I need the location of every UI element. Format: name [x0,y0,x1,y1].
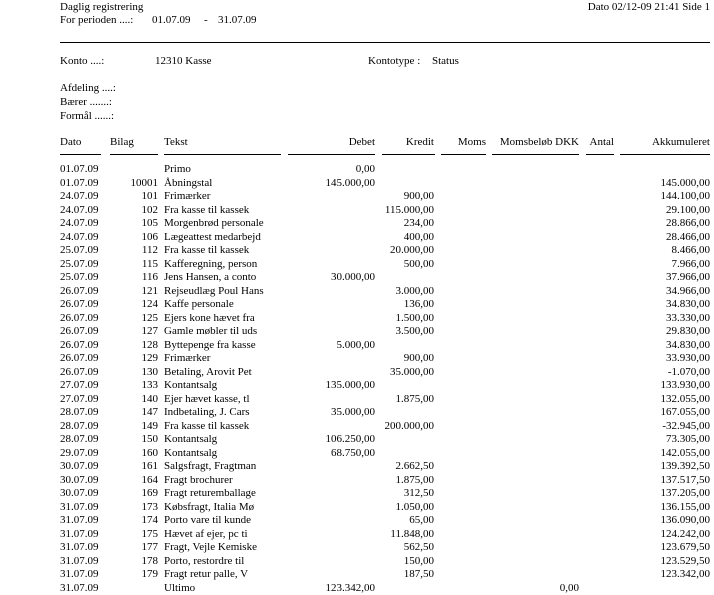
cell-kredit: 3.500,00 [360,325,434,337]
kontotype-label: Kontotype : [368,55,420,67]
cell-dato: 01.07.09 [60,177,99,189]
cell-bilag: 161 [100,460,158,472]
cell-bilag: 140 [100,393,158,405]
cell-dato: 31.07.09 [60,514,99,526]
table-row [0,271,714,285]
cell-dato: 26.07.09 [60,339,99,351]
cell-tekst: Ejer hævet kasse, tl [164,393,250,405]
table-row [0,352,714,366]
cell-dato: 24.07.09 [60,231,99,243]
underline-debet [288,154,375,155]
cell-debet: 30.000,00 [300,271,375,283]
underline-akkumuleret [620,154,710,155]
underline-moms [441,154,486,155]
cell-debet: 68.750,00 [300,447,375,459]
cell-bilag: 125 [100,312,158,324]
cell-bilag: 149 [100,420,158,432]
konto-label: Konto ....: [60,55,104,67]
underline-dato [60,154,101,155]
cell-akkumuleret: 28.866,00 [600,217,710,229]
cell-bilag: 101 [100,190,158,202]
cell-bilag: 129 [100,352,158,364]
cell-debet: 5.000,00 [300,339,375,351]
cell-tekst: Frimærker [164,352,210,364]
col-header-akkumuleret: Akkumuleret [618,136,710,148]
cell-akkumuleret: 33.330,00 [600,312,710,324]
cell-akkumuleret: 33.930,00 [600,352,710,364]
underline-momsbeloeb [492,154,579,155]
cell-dato: 26.07.09 [60,312,99,324]
cell-akkumuleret: 124.242,00 [600,528,710,540]
cell-tekst: Købsfragt, Italia Mø [164,501,254,513]
cell-tekst: Kontantsalg [164,447,217,459]
cell-kredit: 11.848,00 [360,528,434,540]
cell-bilag: 178 [100,555,158,567]
cell-dato: 24.07.09 [60,217,99,229]
table-row [0,298,714,312]
cell-tekst: Fra kasse til kassek [164,244,249,256]
cell-bilag: 112 [100,244,158,256]
cell-tekst: Byttepenge fra kasse [164,339,256,351]
table-row [0,258,714,272]
cell-debet: 145.000,00 [300,177,375,189]
table-row [0,460,714,474]
cell-bilag: 169 [100,487,158,499]
table-row [0,501,714,515]
cell-dato: 30.07.09 [60,460,99,472]
cell-dato: 31.07.09 [60,568,99,580]
cell-dato: 30.07.09 [60,474,99,486]
underline-antal [586,154,614,155]
table-row [0,555,714,569]
print-date-page: Dato 02/12-09 21:41 Side 1 [508,1,710,13]
cell-akkumuleret: 133.930,00 [600,379,710,391]
cell-bilag: 150 [100,433,158,445]
table-row [0,393,714,407]
cell-kredit: 900,00 [360,190,434,202]
cell-kredit: 312,50 [360,487,434,499]
col-header-kredit: Kredit [360,136,434,148]
table-row [0,244,714,258]
cell-tekst: Indbetaling, J. Cars [164,406,250,418]
col-header-debet: Debet [300,136,375,148]
formaal-label: Formål ......: [60,110,114,122]
table-row [0,177,714,191]
cell-akkumuleret: 123.679,50 [600,541,710,553]
table-row [0,285,714,299]
cell-tekst: Fragt, Vejle Kemiske [164,541,257,553]
cell-akkumuleret: 144.100,00 [600,190,710,202]
table-row [0,204,714,218]
cell-dato: 25.07.09 [60,271,99,283]
kontotype-value: Status [432,55,459,67]
header-divider [60,42,710,43]
cell-kredit: 1.500,00 [360,312,434,324]
cell-dato: 31.07.09 [60,501,99,513]
cell-debet: 135.000,00 [300,379,375,391]
cell-debet: 123.342,00 [300,582,375,594]
cell-tekst: Fra kasse til kassek [164,420,249,432]
col-header-dato: Dato [60,136,81,148]
cell-tekst: Porto vare til kunde [164,514,251,526]
cell-tekst: Fra kasse til kassek [164,204,249,216]
cell-kredit: 115.000,00 [360,204,434,216]
cell-tekst: Betaling, Arovit Pet [164,366,252,378]
cell-dato: 30.07.09 [60,487,99,499]
table-row [0,163,714,177]
cell-akkumuleret: 137.205,00 [600,487,710,499]
table-row [0,514,714,528]
cell-akkumuleret: -32.945,00 [600,420,710,432]
cell-dato: 28.07.09 [60,433,99,445]
table-row [0,217,714,231]
cell-akkumuleret: 37.966,00 [600,271,710,283]
table-row [0,420,714,434]
cell-dato: 27.07.09 [60,379,99,391]
cell-akkumuleret: 123.529,50 [600,555,710,567]
cell-debet: 35.000,00 [300,406,375,418]
cell-dato: 01.07.09 [60,163,99,175]
cell-bilag: 147 [100,406,158,418]
table-row [0,379,714,393]
cell-dato: 26.07.09 [60,285,99,297]
cell-bilag: 173 [100,501,158,513]
cell-dato: 27.07.09 [60,393,99,405]
cell-bilag: 175 [100,528,158,540]
cell-kredit: 500,00 [360,258,434,270]
cell-bilag: 105 [100,217,158,229]
cell-kredit: 35.000,00 [360,366,434,378]
cell-bilag: 177 [100,541,158,553]
cell-akkumuleret: 132.055,00 [600,393,710,405]
cell-akkumuleret: 73.305,00 [600,433,710,445]
cell-dato: 28.07.09 [60,406,99,418]
cell-akkumuleret: 136.090,00 [600,514,710,526]
cell-bilag: 124 [100,298,158,310]
cell-dato: 26.07.09 [60,366,99,378]
cell-dato: 25.07.09 [60,258,99,270]
cell-kredit: 400,00 [360,231,434,243]
table-row [0,190,714,204]
cell-tekst: Primo [164,163,191,175]
cell-dato: 31.07.09 [60,555,99,567]
cell-kredit: 136,00 [360,298,434,310]
cell-dato: 26.07.09 [60,325,99,337]
cell-akkumuleret: 123.342,00 [600,568,710,580]
cell-dato: 29.07.09 [60,447,99,459]
cell-tekst: Salgsfragt, Fragtman [164,460,256,472]
table-row [0,568,714,582]
cell-bilag: 164 [100,474,158,486]
cell-dato: 26.07.09 [60,352,99,364]
konto-value: 12310 Kasse [155,55,212,67]
cell-tekst: Rejseudlæg Poul Hans [164,285,264,297]
table-row [0,312,714,326]
cell-akkumuleret: 34.966,00 [600,285,710,297]
cell-akkumuleret: 29.100,00 [600,204,710,216]
cell-akkumuleret: 7.966,00 [600,258,710,270]
cell-kredit: 65,00 [360,514,434,526]
cell-bilag: 115 [100,258,158,270]
period-to: 31.07.09 [218,14,257,26]
cell-dato: 28.07.09 [60,420,99,432]
cell-tekst: Kontantsalg [164,379,217,391]
cell-kredit: 150,00 [360,555,434,567]
cell-akkumuleret: 34.830,00 [600,339,710,351]
cell-akkumuleret: 136.155,00 [600,501,710,513]
cell-tekst: Fragt brochurer [164,474,233,486]
cell-kredit: 1.875,00 [360,474,434,486]
table-row [0,447,714,461]
table-row [0,325,714,339]
table-row [0,366,714,380]
underline-tekst [164,154,281,155]
report-title: Daglig registrering [60,1,143,13]
cell-tekst: Morgenbrød personale [164,217,264,229]
period-label: For perioden ....: [60,14,133,26]
cell-tekst: Fragt retur palle, V [164,568,248,580]
table-row [0,474,714,488]
cell-tekst: Hævet af ejer, pc ti [164,528,248,540]
table-row [0,487,714,501]
cell-akkumuleret: 137.517,50 [600,474,710,486]
cell-kredit: 1.875,00 [360,393,434,405]
cell-tekst: Ejers kone hævet fra [164,312,255,324]
cell-bilag: 127 [100,325,158,337]
cell-bilag: 121 [100,285,158,297]
cell-kredit: 187,50 [360,568,434,580]
cell-dato: 24.07.09 [60,204,99,216]
cell-momsbeloeb: 0,00 [500,582,579,594]
cell-kredit: 900,00 [360,352,434,364]
cell-bilag: 10001 [100,177,158,189]
cell-tekst: Åbningstal [164,177,212,189]
cell-bilag: 116 [100,271,158,283]
col-header-tekst: Tekst [164,136,188,148]
cell-tekst: Gamle møbler til uds [164,325,257,337]
table-row [0,406,714,420]
baerer-label: Bærer .......: [60,96,112,108]
ledger-rows [0,163,714,595]
cell-dato: 25.07.09 [60,244,99,256]
cell-tekst: Kafferegning, person [164,258,257,270]
period-from: 01.07.09 [152,14,191,26]
table-row [0,433,714,447]
period-separator: - [204,14,208,26]
table-row [0,528,714,542]
cell-tekst: Fragt returemballage [164,487,256,499]
table-row [0,339,714,353]
cell-akkumuleret: 28.466,00 [600,231,710,243]
afdeling-label: Afdeling ....: [60,82,116,94]
cell-tekst: Lægeattest medarbejd [164,231,261,243]
cell-dato: 31.07.09 [60,541,99,553]
cell-bilag: 128 [100,339,158,351]
table-row [0,541,714,555]
cell-tekst: Kontantsalg [164,433,217,445]
underline-kredit [382,154,435,155]
cell-tekst: Ultimo [164,582,195,594]
cell-akkumuleret: 29.830,00 [600,325,710,337]
cell-dato: 31.07.09 [60,582,99,594]
cell-kredit: 234,00 [360,217,434,229]
cell-kredit: 3.000,00 [360,285,434,297]
cell-kredit: 2.662,50 [360,460,434,472]
cell-bilag: 130 [100,366,158,378]
cell-bilag: 106 [100,231,158,243]
cell-akkumuleret: 142.055,00 [600,447,710,459]
cell-bilag: 102 [100,204,158,216]
col-header-momsbeloeb: Momsbeløb DKK [490,136,579,148]
cell-tekst: Frimærker [164,190,210,202]
col-header-bilag: Bilag [110,136,134,148]
cell-akkumuleret: 8.466,00 [600,244,710,256]
cell-bilag: 160 [100,447,158,459]
cell-akkumuleret: 34.830,00 [600,298,710,310]
cell-kredit: 1.050,00 [360,501,434,513]
cell-bilag: 179 [100,568,158,580]
cell-akkumuleret: 167.055,00 [600,406,710,418]
cell-akkumuleret: 145.000,00 [600,177,710,189]
cell-tekst: Kaffe personale [164,298,234,310]
cell-dato: 26.07.09 [60,298,99,310]
cell-kredit: 200.000,00 [360,420,434,432]
col-header-moms: Moms [440,136,486,148]
cell-tekst: Porto, restordre til [164,555,244,567]
col-header-antal: Antal [582,136,614,148]
cell-kredit: 562,50 [360,541,434,553]
cell-kredit: 20.000,00 [360,244,434,256]
cell-dato: 31.07.09 [60,528,99,540]
cell-bilag: 133 [100,379,158,391]
cell-bilag: 174 [100,514,158,526]
cell-tekst: Jens Hansen, a conto [164,271,256,283]
table-row [0,231,714,245]
cell-akkumuleret: -1.070,00 [600,366,710,378]
cell-dato: 24.07.09 [60,190,99,202]
cell-debet: 0,00 [300,163,375,175]
underline-bilag [110,154,158,155]
cell-debet: 106.250,00 [300,433,375,445]
cell-akkumuleret: 139.392,50 [600,460,710,472]
